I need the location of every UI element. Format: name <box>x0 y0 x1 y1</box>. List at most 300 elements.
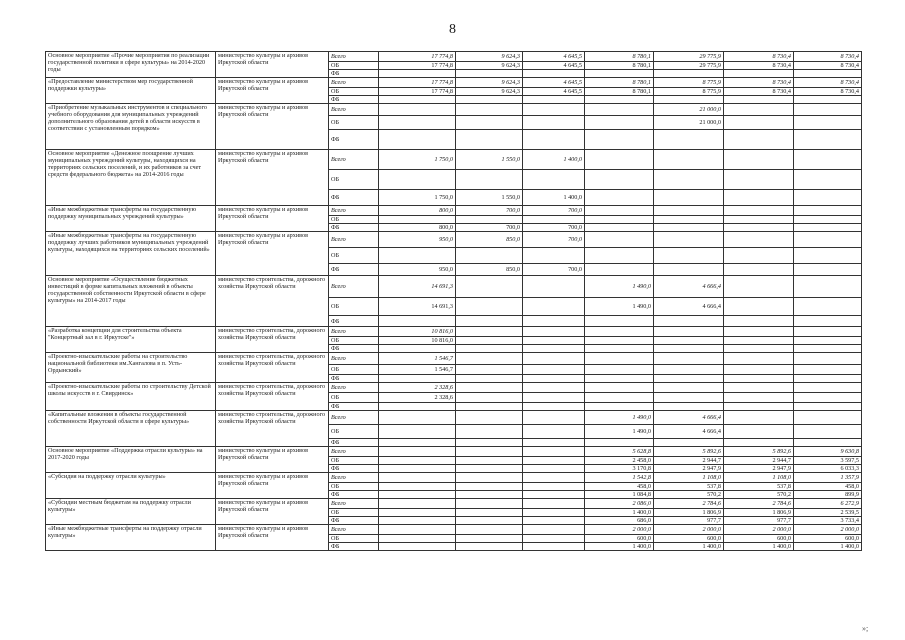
amount-cell <box>456 517 523 525</box>
amount-cell: 5 892,6 <box>724 447 794 457</box>
funding-source: Всего <box>329 232 379 248</box>
amount-cell: 2 944,7 <box>724 457 794 465</box>
amount-cell: 2 328,6 <box>379 393 456 403</box>
amount-cell <box>456 327 523 337</box>
amount-cell <box>654 403 724 411</box>
amount-cell <box>379 170 456 190</box>
amount-cell <box>585 383 654 393</box>
amount-cell <box>523 337 585 345</box>
amount-cell <box>724 104 794 116</box>
amount-cell <box>523 104 585 116</box>
amount-cell <box>724 439 794 447</box>
amount-cell <box>585 353 654 365</box>
amount-cell <box>654 170 724 190</box>
amount-cell: 8 780,1 <box>585 88 654 96</box>
amount-cell <box>585 337 654 345</box>
amount-cell <box>379 375 456 383</box>
amount-cell <box>523 543 585 551</box>
amount-cell: 8 730,4 <box>794 62 862 70</box>
amount-cell <box>794 96 862 104</box>
amount-cell: 458,0 <box>585 483 654 491</box>
funding-source: ФБ <box>329 465 379 473</box>
funding-source: Всего <box>329 104 379 116</box>
amount-cell: 17 774,8 <box>379 62 456 70</box>
executor: министерство культуры и архивов Иркутской области <box>216 78 329 104</box>
table-row <box>46 206 862 216</box>
amount-cell: 899,9 <box>794 491 862 499</box>
amount-cell <box>523 457 585 465</box>
amount-cell <box>456 248 523 264</box>
funding-source: Всего <box>329 150 379 170</box>
amount-cell <box>724 353 794 365</box>
amount-cell <box>654 150 724 170</box>
measure-name: «Субсидия на поддержку отрасли культуры» <box>46 473 216 499</box>
amount-cell: 2 000,0 <box>585 525 654 535</box>
amount-cell <box>523 425 585 439</box>
amount-cell <box>724 150 794 170</box>
amount-cell <box>456 298 523 316</box>
amount-cell: 1 490,0 <box>585 425 654 439</box>
amount-cell: 700,0 <box>456 224 523 232</box>
amount-cell: 2 784,6 <box>724 499 794 509</box>
amount-cell <box>456 130 523 150</box>
amount-cell: 2 000,0 <box>794 525 862 535</box>
amount-cell <box>456 276 523 298</box>
amount-cell <box>585 170 654 190</box>
amount-cell <box>794 403 862 411</box>
executor: министерство культуры и архивов Иркутской области <box>216 150 329 206</box>
amount-cell <box>794 365 862 375</box>
amount-cell: 700,0 <box>456 206 523 216</box>
executor: министерство культуры и архивов Иркутской области <box>216 473 329 499</box>
funding-source: ОБ <box>329 393 379 403</box>
amount-cell: 2 784,6 <box>654 499 724 509</box>
amount-cell <box>724 316 794 327</box>
amount-cell: 4 645,5 <box>523 78 585 88</box>
amount-cell <box>523 375 585 383</box>
amount-cell: 1 400,0 <box>724 543 794 551</box>
funding-source: ОБ <box>329 337 379 345</box>
amount-cell <box>724 337 794 345</box>
amount-cell <box>585 96 654 104</box>
amount-cell <box>794 232 862 248</box>
amount-cell <box>379 543 456 551</box>
amount-cell <box>523 170 585 190</box>
amount-cell <box>585 150 654 170</box>
amount-cell <box>456 543 523 551</box>
amount-cell <box>654 216 724 224</box>
amount-cell: 2 944,7 <box>654 457 724 465</box>
amount-cell: 29 775,9 <box>654 52 724 62</box>
amount-cell <box>585 224 654 232</box>
funding-source: ФБ <box>329 190 379 206</box>
amount-cell: 800,0 <box>379 224 456 232</box>
amount-cell <box>523 248 585 264</box>
amount-cell <box>794 116 862 130</box>
amount-cell <box>724 130 794 150</box>
amount-cell <box>794 264 862 276</box>
amount-cell: 8 730,4 <box>794 78 862 88</box>
funding-source: ОБ <box>329 509 379 517</box>
table-row <box>46 52 862 62</box>
amount-cell <box>456 457 523 465</box>
amount-cell <box>379 499 456 509</box>
funding-source: ФБ <box>329 403 379 411</box>
amount-cell: 10 816,0 <box>379 337 456 345</box>
amount-cell <box>654 96 724 104</box>
amount-cell <box>794 337 862 345</box>
amount-cell <box>794 353 862 365</box>
amount-cell <box>654 327 724 337</box>
amount-cell <box>724 70 794 78</box>
measure-name: Основное мероприятие «Осуществление бюджетных инвестиций в форме капитальных вложений в объекты государственной собственности Иркутской области в сфере культуры» на 2014-2017 годы <box>46 276 216 327</box>
amount-cell: 6 033,3 <box>794 465 862 473</box>
funding-source: ОБ <box>329 170 379 190</box>
amount-cell: 458,0 <box>794 483 862 491</box>
amount-cell <box>654 345 724 353</box>
amount-cell <box>523 491 585 499</box>
amount-cell <box>724 403 794 411</box>
amount-cell <box>456 337 523 345</box>
amount-cell <box>456 509 523 517</box>
amount-cell: 1 750,0 <box>379 150 456 170</box>
table-row <box>46 276 862 298</box>
funding-source: ФБ <box>329 96 379 104</box>
measure-name: Основное мероприятие «Денежное поощрение лучших муниципальных учреждений культуры, находящихся на территориях сельских поселений, и их работников за счет средств федерального бюджета» на 2014-2016 годы <box>46 150 216 206</box>
measure-name: Основное мероприятие «Поддержка отрасли культуры» на 2017-2020 годы <box>46 447 216 473</box>
amount-cell <box>794 170 862 190</box>
amount-cell: 1 490,0 <box>585 411 654 425</box>
measure-name: «Предоставление министерством мер государственной поддержки культуры» <box>46 78 216 104</box>
amount-cell: 1 108,0 <box>724 473 794 483</box>
amount-cell <box>523 327 585 337</box>
amount-cell: 2 086,0 <box>585 499 654 509</box>
amount-cell: 3 170,8 <box>585 465 654 473</box>
amount-cell: 1 750,0 <box>379 190 456 206</box>
amount-cell: 2 539,5 <box>794 509 862 517</box>
amount-cell: 9 624,3 <box>456 52 523 62</box>
amount-cell: 600,0 <box>654 535 724 543</box>
amount-cell <box>585 248 654 264</box>
amount-cell: 1 400,0 <box>585 543 654 551</box>
amount-cell <box>794 345 862 353</box>
amount-cell <box>585 232 654 248</box>
amount-cell <box>456 316 523 327</box>
funding-source: ОБ <box>329 483 379 491</box>
table-row <box>46 232 862 248</box>
amount-cell <box>456 216 523 224</box>
amount-cell: 9 624,3 <box>456 78 523 88</box>
measure-name: Основное мероприятие «Прочие мероприятия по реализации государственной политики в сфере культуры» на 2014-2020 годы <box>46 52 216 78</box>
amount-cell <box>379 104 456 116</box>
amount-cell <box>585 206 654 216</box>
amount-cell <box>794 130 862 150</box>
amount-cell <box>724 232 794 248</box>
amount-cell <box>724 383 794 393</box>
amount-cell <box>456 393 523 403</box>
amount-cell <box>379 345 456 353</box>
amount-cell: 700,0 <box>523 224 585 232</box>
amount-cell <box>456 365 523 375</box>
amount-cell <box>794 216 862 224</box>
amount-cell: 4 666,4 <box>654 411 724 425</box>
amount-cell <box>379 216 456 224</box>
table-row <box>46 150 862 170</box>
amount-cell <box>456 535 523 543</box>
amount-cell <box>585 190 654 206</box>
amount-cell <box>724 393 794 403</box>
funding-source: ОБ <box>329 457 379 465</box>
amount-cell <box>794 190 862 206</box>
amount-cell: 950,0 <box>379 232 456 248</box>
amount-cell <box>523 345 585 353</box>
amount-cell: 600,0 <box>724 535 794 543</box>
funding-source: Всего <box>329 353 379 365</box>
amount-cell <box>724 425 794 439</box>
amount-cell: 4 666,4 <box>654 298 724 316</box>
amount-cell: 8 730,4 <box>724 52 794 62</box>
amount-cell <box>585 264 654 276</box>
amount-cell: 1 084,8 <box>585 491 654 499</box>
table-row <box>46 327 862 337</box>
amount-cell: 1 806,9 <box>654 509 724 517</box>
amount-cell <box>654 232 724 248</box>
amount-cell: 1 400,0 <box>794 543 862 551</box>
amount-cell <box>523 116 585 130</box>
amount-cell: 850,0 <box>456 264 523 276</box>
amount-cell: 1 108,0 <box>654 473 724 483</box>
amount-cell <box>654 264 724 276</box>
amount-cell <box>654 383 724 393</box>
amount-cell: 3 733,4 <box>794 517 862 525</box>
amount-cell: 21 000,0 <box>654 116 724 130</box>
table-row <box>46 499 862 509</box>
amount-cell: 1 490,0 <box>585 276 654 298</box>
amount-cell <box>724 365 794 375</box>
amount-cell <box>379 116 456 130</box>
amount-cell <box>585 104 654 116</box>
amount-cell <box>456 383 523 393</box>
amount-cell <box>794 150 862 170</box>
measure-name: «Проектно-изыскательские работы на строительство национальной библиотеки им.Хангалова в п. Усть-Ордынский» <box>46 353 216 383</box>
amount-cell <box>379 525 456 535</box>
amount-cell <box>585 216 654 224</box>
executor: министерство культуры и архивов Иркутской области <box>216 499 329 525</box>
amount-cell: 4 645,5 <box>523 52 585 62</box>
table-row <box>46 473 862 483</box>
executor: министерство культуры и архивов Иркутской области <box>216 206 329 232</box>
amount-cell: 1 400,0 <box>585 509 654 517</box>
amount-cell <box>379 96 456 104</box>
amount-cell <box>585 365 654 375</box>
funding-source: Всего <box>329 383 379 393</box>
funding-source: ОБ <box>329 88 379 96</box>
amount-cell <box>379 509 456 517</box>
amount-cell <box>456 465 523 473</box>
amount-cell <box>724 375 794 383</box>
amount-cell: 4 645,5 <box>523 88 585 96</box>
amount-cell: 17 774,8 <box>379 52 456 62</box>
amount-cell: 600,0 <box>585 535 654 543</box>
funding-source: ОБ <box>329 535 379 543</box>
amount-cell: 700,0 <box>523 232 585 248</box>
executor: министерство культуры и архивов Иркутской области <box>216 525 329 551</box>
funding-source: ФБ <box>329 517 379 525</box>
measure-name: «Иные межбюджетные трансферты на государственную поддержку лучших работников муниципальных учреждений культуры, находящихся на территориях сельских поселений» <box>46 232 216 276</box>
amount-cell <box>523 316 585 327</box>
amount-cell <box>523 353 585 365</box>
amount-cell <box>456 403 523 411</box>
amount-cell <box>794 206 862 216</box>
amount-cell <box>456 411 523 425</box>
amount-cell <box>794 276 862 298</box>
amount-cell: 5 892,6 <box>654 447 724 457</box>
amount-cell <box>794 425 862 439</box>
amount-cell: 977,7 <box>654 517 724 525</box>
amount-cell <box>724 345 794 353</box>
amount-cell <box>654 393 724 403</box>
amount-cell <box>724 116 794 130</box>
amount-cell: 17 774,8 <box>379 78 456 88</box>
amount-cell: 2 328,6 <box>379 383 456 393</box>
amount-cell: 8 730,4 <box>724 62 794 70</box>
amount-cell <box>585 393 654 403</box>
amount-cell: 600,0 <box>794 535 862 543</box>
amount-cell: 3 597,5 <box>794 457 862 465</box>
amount-cell <box>654 206 724 216</box>
funding-source: ФБ <box>329 543 379 551</box>
amount-cell: 1 542,8 <box>585 473 654 483</box>
amount-cell: 977,7 <box>724 517 794 525</box>
amount-cell <box>724 298 794 316</box>
amount-cell: 850,0 <box>456 232 523 248</box>
amount-cell <box>523 130 585 150</box>
amount-cell <box>724 248 794 264</box>
amount-cell <box>456 491 523 499</box>
amount-cell <box>654 337 724 345</box>
amount-cell <box>379 491 456 499</box>
funding-source: ФБ <box>329 316 379 327</box>
amount-cell: 8 780,1 <box>585 52 654 62</box>
amount-cell: 4 666,4 <box>654 425 724 439</box>
amount-cell <box>456 70 523 78</box>
executor: министерство строительства, дорожного хозяйства Иркутской области <box>216 353 329 383</box>
funding-source: Всего <box>329 78 379 88</box>
amount-cell <box>379 425 456 439</box>
amount-cell: 2 458,0 <box>585 457 654 465</box>
budget-table <box>45 51 862 551</box>
amount-cell: 21 000,0 <box>654 104 724 116</box>
amount-cell: 2 000,0 <box>654 525 724 535</box>
executor: министерство культуры и архивов Иркутской области <box>216 232 329 276</box>
amount-cell: 4 666,4 <box>654 276 724 298</box>
table-row <box>46 78 862 88</box>
amount-cell: 570,2 <box>724 491 794 499</box>
amount-cell: 8 730,4 <box>794 52 862 62</box>
amount-cell <box>523 276 585 298</box>
amount-cell <box>456 483 523 491</box>
executor: министерство строительства, дорожного хозяйства Иркутской области <box>216 276 329 327</box>
amount-cell <box>724 190 794 206</box>
amount-cell: 1 490,0 <box>585 298 654 316</box>
amount-cell <box>654 190 724 206</box>
amount-cell <box>654 224 724 232</box>
amount-cell <box>654 316 724 327</box>
amount-cell: 950,0 <box>379 264 456 276</box>
amount-cell <box>379 439 456 447</box>
amount-cell <box>794 104 862 116</box>
amount-cell <box>456 345 523 353</box>
amount-cell <box>724 170 794 190</box>
amount-cell <box>794 327 862 337</box>
amount-cell <box>523 298 585 316</box>
executor: министерство строительства, дорожного хозяйства Иркутской области <box>216 411 329 447</box>
amount-cell <box>794 383 862 393</box>
amount-cell <box>456 499 523 509</box>
amount-cell <box>724 411 794 425</box>
amount-cell <box>794 439 862 447</box>
amount-cell <box>523 70 585 78</box>
funding-source: Всего <box>329 206 379 216</box>
amount-cell <box>456 170 523 190</box>
amount-cell <box>456 375 523 383</box>
amount-cell: 8 730,4 <box>724 88 794 96</box>
funding-source: ФБ <box>329 130 379 150</box>
amount-cell <box>523 96 585 104</box>
amount-cell: 2 000,0 <box>724 525 794 535</box>
measure-name: «Проектно-изыскательские работы по строительству Детской школы искусств в г. Свирдинск» <box>46 383 216 411</box>
executor: министерство культуры и архивов Иркутской области <box>216 104 329 150</box>
funding-source: ФБ <box>329 224 379 232</box>
funding-source: ФБ <box>329 375 379 383</box>
amount-cell <box>379 411 456 425</box>
measure-name: «Иные межбюджетные трансферты на государственную поддержку муниципальных учреждений культуры» <box>46 206 216 232</box>
measure-name: «Капитальные вложения в объекты государственной собственности Иркутской области в сфере культуры» <box>46 411 216 447</box>
amount-cell <box>585 327 654 337</box>
measure-name: «Иные межбюджетные трансферты на поддержку отрасли культуры» <box>46 525 216 551</box>
amount-cell: 5 628,8 <box>585 447 654 457</box>
page-number: 8 <box>449 22 456 37</box>
amount-cell <box>523 499 585 509</box>
funding-source: Всего <box>329 411 379 425</box>
amount-cell <box>523 383 585 393</box>
amount-cell <box>724 96 794 104</box>
funding-source: Всего <box>329 525 379 535</box>
amount-cell <box>794 298 862 316</box>
funding-source: ФБ <box>329 345 379 353</box>
amount-cell <box>794 411 862 425</box>
amount-cell: 17 774,8 <box>379 88 456 96</box>
trailing-mark: »; <box>862 624 869 633</box>
amount-cell <box>654 365 724 375</box>
amount-cell <box>585 316 654 327</box>
amount-cell <box>523 447 585 457</box>
amount-cell <box>456 425 523 439</box>
amount-cell <box>523 509 585 517</box>
amount-cell: 14 691,3 <box>379 298 456 316</box>
amount-cell: 700,0 <box>523 264 585 276</box>
amount-cell <box>523 465 585 473</box>
amount-cell <box>724 327 794 337</box>
table-row <box>46 447 862 457</box>
amount-cell: 29 775,9 <box>654 62 724 70</box>
amount-cell <box>523 473 585 483</box>
executor: министерство строительства, дорожного хозяйства Иркутской области <box>216 383 329 411</box>
funding-source: ФБ <box>329 70 379 78</box>
amount-cell <box>654 248 724 264</box>
funding-source: ОБ <box>329 116 379 130</box>
amount-cell <box>794 375 862 383</box>
